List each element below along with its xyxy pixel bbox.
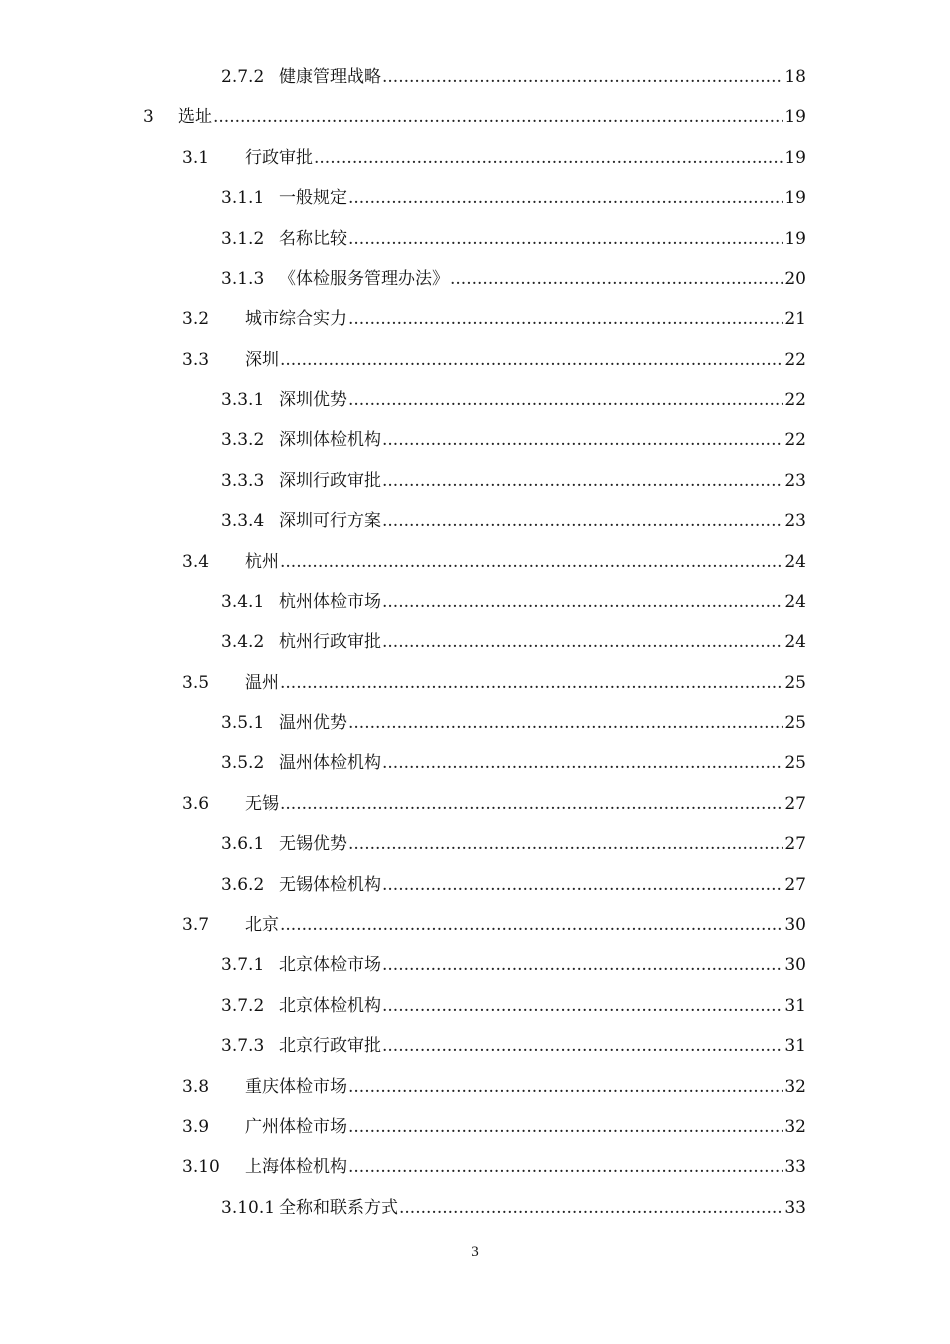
- toc-entry[interactable]: [0, 789, 950, 819]
- page-number: 3: [471, 1244, 479, 1260]
- toc-entry-page: 27: [784, 874, 806, 895]
- toc-entry-page: 24: [784, 591, 806, 612]
- toc-entry-title: 无锡优势: [279, 829, 347, 859]
- toc-entry[interactable]: [0, 950, 950, 980]
- toc-entry-title: 行政审批: [245, 143, 313, 173]
- toc-entry[interactable]: [0, 506, 950, 536]
- toc-dot-leader: [280, 547, 783, 577]
- toc-entry-title: 无锡体检机构: [279, 870, 381, 900]
- toc-entry[interactable]: [0, 345, 950, 375]
- toc-entry[interactable]: [0, 1031, 950, 1061]
- toc-entry-page: 19: [784, 228, 806, 249]
- toc-entry-page: 33: [784, 1197, 806, 1218]
- toc-entry[interactable]: [0, 425, 950, 455]
- toc-dot-leader: [382, 748, 783, 778]
- toc-entry-title: 无锡: [245, 789, 279, 819]
- toc-dot-leader: [382, 425, 783, 455]
- toc-entry-number: 3.8: [182, 1076, 210, 1097]
- toc-entry-title: 全称和联系方式: [279, 1193, 398, 1223]
- toc-entry[interactable]: [0, 627, 950, 657]
- toc-entry-title: 健康管理战略: [279, 62, 381, 92]
- toc-entry[interactable]: [0, 668, 950, 698]
- toc-entry-page: 19: [784, 188, 806, 209]
- toc-dot-leader: [382, 870, 783, 900]
- toc-entry-number: 3.7: [182, 914, 210, 935]
- toc-dot-leader: [450, 264, 783, 294]
- toc-entry-number: 3.3: [182, 349, 210, 370]
- toc-dot-leader: [348, 304, 783, 334]
- toc-entry-title: 深圳: [245, 345, 279, 375]
- toc-entry-number: 3.5: [182, 672, 210, 693]
- toc-dot-leader: [399, 1193, 783, 1223]
- toc-entry[interactable]: [0, 1072, 950, 1102]
- toc-entry-title: 选址: [178, 102, 212, 132]
- toc-dot-leader: [213, 102, 783, 132]
- toc-entry[interactable]: [0, 991, 950, 1021]
- toc-entry-title: 城市综合实力: [245, 304, 347, 334]
- toc-dot-leader: [348, 224, 783, 254]
- toc-entry-number: 3.3.3: [221, 470, 265, 491]
- toc-entry-title: 深圳可行方案: [279, 506, 381, 536]
- toc-dot-leader: [348, 1112, 783, 1142]
- toc-entry-title: 北京行政审批: [279, 1031, 381, 1061]
- toc-dot-leader: [348, 829, 783, 859]
- toc-entry-title: 北京体检市场: [279, 950, 381, 980]
- toc-dot-leader: [382, 627, 783, 657]
- toc-entry-page: 25: [784, 713, 806, 734]
- toc-dot-leader: [382, 466, 783, 496]
- toc-entry-page: 24: [784, 551, 806, 572]
- toc-entry[interactable]: [0, 143, 950, 173]
- toc-entry-page: 22: [784, 349, 806, 370]
- toc-entry-title: 深圳行政审批: [279, 466, 381, 496]
- toc-entry-page: 20: [784, 268, 806, 289]
- toc-dot-leader: [280, 345, 783, 375]
- toc-entry-title: 温州优势: [279, 708, 347, 738]
- toc-entry-page: 24: [784, 632, 806, 653]
- toc-entry-number: 3.4.2: [221, 632, 265, 653]
- toc-entry[interactable]: [0, 1112, 950, 1142]
- toc-entry-page: 27: [784, 793, 806, 814]
- toc-entry-number: 3.3.4: [221, 511, 265, 532]
- toc-entry-number: 2.7.2: [221, 67, 265, 87]
- toc-entry[interactable]: [0, 183, 950, 213]
- toc-dot-leader: [348, 1152, 783, 1182]
- toc-entry-title: 重庆体检市场: [245, 1072, 347, 1102]
- toc-entry-number: 3.10.1: [221, 1197, 276, 1218]
- toc-dot-leader: [382, 587, 783, 617]
- toc-entry-title: 温州体检机构: [279, 748, 381, 778]
- toc-entry-title: 杭州行政审批: [279, 627, 381, 657]
- toc-entry-title: 杭州体检市场: [279, 587, 381, 617]
- toc-entry-page: 31: [784, 1036, 806, 1057]
- toc-entry[interactable]: [0, 62, 950, 92]
- toc-entry-page: 22: [784, 430, 806, 451]
- toc-entry-number: 3.7.1: [221, 955, 265, 976]
- toc-entry-number: 3.3.1: [221, 390, 265, 411]
- toc-dot-leader: [382, 62, 783, 92]
- toc-entry-page: 19: [784, 147, 806, 168]
- toc-entry-title: 北京体检机构: [279, 991, 381, 1021]
- toc-entry-number: 3.7.2: [221, 995, 265, 1016]
- toc-entry-page: 18: [784, 67, 806, 87]
- toc-entry-title: 深圳体检机构: [279, 425, 381, 455]
- toc-entry-page: 32: [784, 1116, 806, 1137]
- toc-entry-number: 3.7.3: [221, 1036, 265, 1057]
- toc-entry-page: 22: [784, 390, 806, 411]
- toc-entry[interactable]: [0, 587, 950, 617]
- toc-entry-number: 3.4: [182, 551, 210, 572]
- toc-dot-leader: [382, 950, 783, 980]
- toc-dot-leader: [348, 183, 783, 213]
- toc-entry-title: 上海体检机构: [245, 1152, 347, 1182]
- toc-entry-number: 3.1.3: [221, 268, 265, 289]
- toc-entry-number: 3.10: [182, 1157, 220, 1178]
- toc-entry[interactable]: [0, 304, 950, 334]
- toc-entry[interactable]: [0, 910, 950, 940]
- toc-entry-number: 3.9: [182, 1116, 210, 1137]
- toc-entry-page: 25: [784, 672, 806, 693]
- toc-entry-title: 杭州: [245, 547, 279, 577]
- toc-entry[interactable]: [0, 466, 950, 496]
- toc-dot-leader: [280, 910, 783, 940]
- toc-entry-page: 23: [784, 511, 806, 532]
- toc-entry-number: 3.4.1: [221, 591, 265, 612]
- toc-dot-leader: [382, 506, 783, 536]
- toc-entry-page: 32: [784, 1076, 806, 1097]
- toc-entry-title: 温州: [245, 668, 279, 698]
- toc-dot-leader: [348, 1072, 783, 1102]
- toc-entry-number: 3.1: [182, 147, 210, 168]
- toc-entry-number: 3.5.1: [221, 713, 265, 734]
- toc-entry-page: 25: [784, 753, 806, 774]
- toc-entry[interactable]: [0, 829, 950, 859]
- toc-entry[interactable]: [0, 708, 950, 738]
- toc-dot-leader: [348, 708, 783, 738]
- toc-entry-page: 33: [784, 1157, 806, 1178]
- toc-entry-number: 3.6: [182, 793, 210, 814]
- toc-entry-page: 31: [784, 995, 806, 1016]
- toc-entry-title: 广州体检市场: [245, 1112, 347, 1142]
- toc-entry[interactable]: [0, 1193, 950, 1223]
- toc-entry[interactable]: [0, 1152, 950, 1182]
- toc-entry-page: 30: [784, 955, 806, 976]
- toc-dot-leader: [382, 1031, 783, 1061]
- toc-entry[interactable]: [0, 748, 950, 778]
- toc-entry-number: 3.2: [182, 309, 210, 330]
- toc-dot-leader: [314, 143, 783, 173]
- toc-entry[interactable]: [0, 102, 950, 132]
- toc-entry[interactable]: [0, 870, 950, 900]
- toc-entry-title: 《体检服务管理办法》: [279, 264, 449, 294]
- toc-entry-page: 27: [784, 834, 806, 855]
- toc-entry-number: 3.1.2: [221, 228, 265, 249]
- toc-entry-page: 23: [784, 470, 806, 491]
- toc-entry-page: 19: [784, 107, 806, 128]
- toc-entry-title: 深圳优势: [279, 385, 347, 415]
- toc-entry-title: 名称比较: [279, 224, 347, 254]
- toc-entry-title: 北京: [245, 910, 279, 940]
- toc-entry-page: 21: [784, 309, 806, 330]
- toc-entry[interactable]: [0, 385, 950, 415]
- toc-entry-number: 3: [143, 107, 154, 128]
- toc-entry-title: 一般规定: [279, 183, 347, 213]
- toc-entry-number: 3.1.1: [221, 188, 265, 209]
- toc-dot-leader: [348, 385, 783, 415]
- toc-entry[interactable]: [0, 547, 950, 577]
- toc-dot-leader: [280, 668, 783, 698]
- toc-entry[interactable]: [0, 224, 950, 254]
- toc-entry[interactable]: [0, 264, 950, 294]
- toc-entry-page: 30: [784, 914, 806, 935]
- toc-entry-number: 3.3.2: [221, 430, 265, 451]
- toc-entry-number: 3.6.1: [221, 834, 265, 855]
- toc-dot-leader: [382, 991, 783, 1021]
- toc-entry-number: 3.6.2: [221, 874, 265, 895]
- toc-entry-number: 3.5.2: [221, 753, 265, 774]
- toc-dot-leader: [280, 789, 783, 819]
